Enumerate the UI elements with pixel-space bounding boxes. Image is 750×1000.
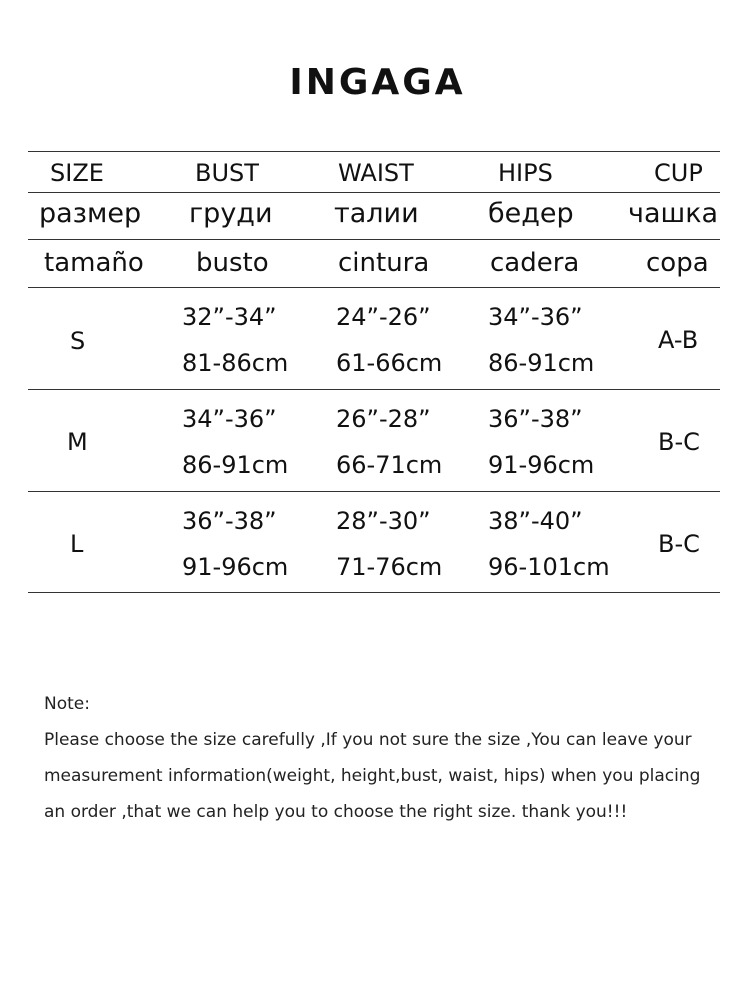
hips-inches: 34”-36” bbox=[488, 303, 583, 331]
cup-value: B-C bbox=[658, 428, 700, 456]
header-waist-es: cintura bbox=[338, 248, 430, 278]
header-bust-es: busto bbox=[196, 248, 269, 278]
table-rule-bottom bbox=[28, 592, 720, 593]
note-line: measurement information(weight, height,bust, waist, hips) when you placing bbox=[44, 766, 701, 786]
header-bust-en: BUST bbox=[195, 159, 259, 187]
hips-cm: 91-96cm bbox=[488, 451, 595, 479]
hips-cm: 86-91cm bbox=[488, 349, 595, 377]
hips-inches: 36”-38” bbox=[488, 405, 583, 433]
waist-inches: 26”-28” bbox=[336, 405, 431, 433]
note-heading: Note: bbox=[44, 694, 90, 714]
bust-cm: 91-96cm bbox=[182, 553, 289, 581]
cup-value: B-C bbox=[658, 530, 700, 558]
hips-cm: 96-101cm bbox=[488, 553, 610, 581]
cup-value: A-B bbox=[658, 326, 699, 354]
waist-cm: 66-71cm bbox=[336, 451, 443, 479]
table-rule-header-bottom bbox=[28, 287, 720, 288]
note-line: an order ,that we can help you to choose the right size. thank you!!! bbox=[44, 802, 628, 822]
header-hips-es: cadera bbox=[490, 248, 580, 278]
header-hips-ru: бедер bbox=[488, 198, 574, 229]
bust-cm: 86-91cm bbox=[182, 451, 289, 479]
header-cup-ru: чашка bbox=[628, 198, 719, 229]
bust-inches: 34”-36” bbox=[182, 405, 277, 433]
row-size-label: S bbox=[70, 327, 86, 355]
table-rule-top bbox=[28, 151, 720, 152]
header-hips-en: HIPS bbox=[498, 159, 553, 187]
header-size-ru: размер bbox=[39, 198, 142, 229]
bust-inches: 32”-34” bbox=[182, 303, 277, 331]
row-size-label: L bbox=[70, 530, 84, 558]
waist-inches: 24”-26” bbox=[336, 303, 431, 331]
header-size-en: SIZE bbox=[50, 159, 104, 187]
note-section bbox=[44, 686, 700, 830]
bust-inches: 36”-38” bbox=[182, 507, 277, 535]
brand-logo: INGAGA bbox=[289, 62, 466, 103]
bust-cm: 81-86cm bbox=[182, 349, 289, 377]
row-size-label: M bbox=[67, 428, 88, 456]
hips-inches: 38”-40” bbox=[488, 507, 583, 535]
waist-cm: 71-76cm bbox=[336, 553, 443, 581]
header-waist-en: WAIST bbox=[338, 159, 414, 187]
header-size-es: tamaño bbox=[44, 248, 144, 278]
table-rule-row bbox=[28, 491, 720, 492]
table-rule-header bbox=[28, 192, 720, 193]
waist-cm: 61-66cm bbox=[336, 349, 443, 377]
waist-inches: 28”-30” bbox=[336, 507, 431, 535]
table-rule-header bbox=[28, 239, 720, 240]
header-cup-en: CUP bbox=[654, 159, 703, 187]
note-line: Please choose the size carefully ,If you not sure the size ,You can leave your bbox=[44, 730, 692, 750]
table-rule-row bbox=[28, 389, 720, 390]
header-waist-ru: талии bbox=[334, 198, 419, 229]
header-bust-ru: груди bbox=[189, 198, 273, 229]
header-cup-es: copa bbox=[646, 248, 709, 278]
